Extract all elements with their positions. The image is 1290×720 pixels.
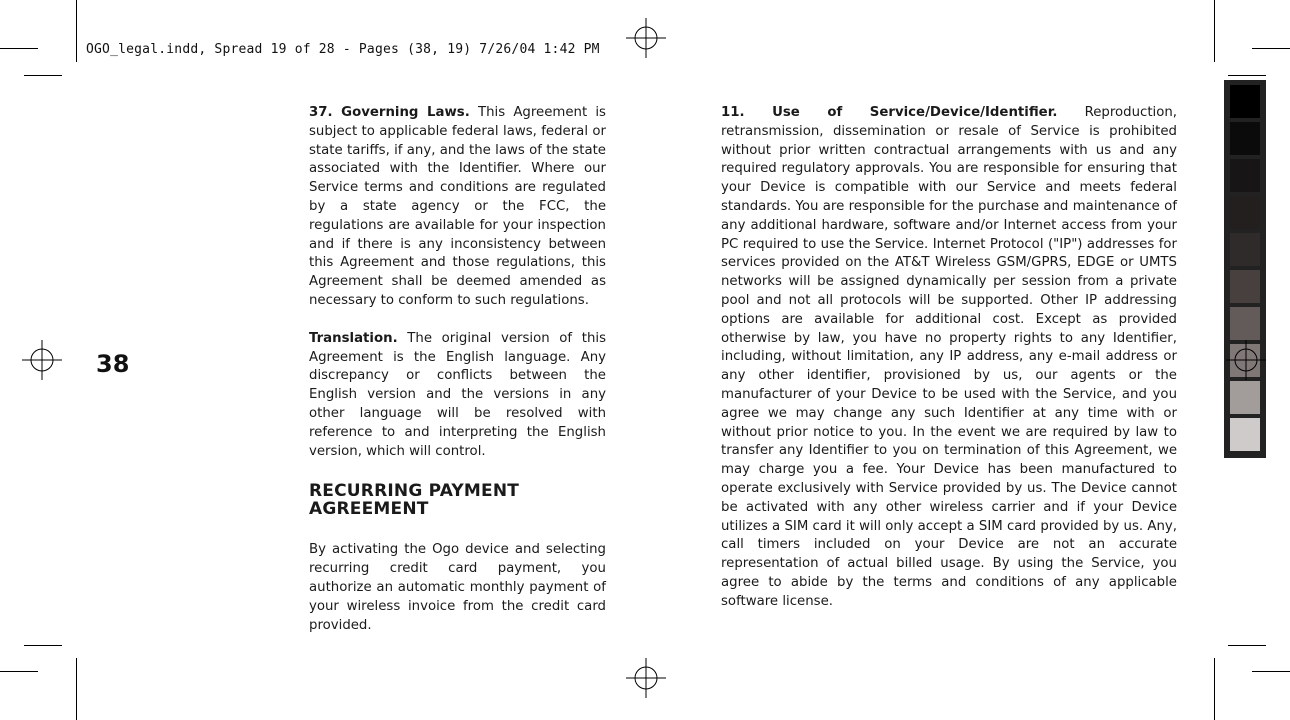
crop-mark	[0, 48, 38, 49]
translation-text: The original version of this Agreement is the English language. Any discrepancy or conflicts between the English version and the versions in any other language will be resolved with reference to and interpreting the English version, which will control.	[309, 330, 606, 459]
color-swatch-strip	[1224, 80, 1266, 458]
translation-heading: Translation.	[309, 330, 398, 346]
crop-mark	[1214, 0, 1215, 62]
section-title-line-1: RECURRING PAYMENT	[309, 481, 520, 502]
section-title	[309, 482, 606, 518]
registration-mark-left-icon	[22, 340, 62, 380]
governing-laws-paragraph	[309, 104, 606, 311]
color-swatch	[1230, 85, 1260, 118]
governing-laws-text: This Agreement is subject to applicable federal laws, federal or state tariffs, if any, and the laws of the state associated with the Identifier. Where our Service terms and conditions are regulated by a state agency or the FCC, the regulations are available for your inspection and if there is any inconsistency between this Agreement and those regulations, this Agreement shall be deemed amended as necessary to conform to such regulations.	[309, 105, 606, 308]
section-title-line-2: AGREEMENT	[309, 499, 429, 520]
crop-mark	[1252, 671, 1290, 672]
color-swatch	[1230, 418, 1260, 451]
right-column	[721, 104, 1177, 612]
crop-mark	[24, 645, 62, 646]
governing-laws-heading: 37. Governing Laws.	[309, 105, 470, 120]
registration-mark-bottom-icon	[626, 658, 666, 698]
page-number: 38	[96, 350, 130, 378]
color-swatch	[1230, 270, 1260, 303]
slug-line: OGO_legal.indd, Spread 19 of 28 - Pages (38, 19) 7/26/04 1:42 PM	[86, 42, 600, 57]
crop-mark	[1214, 658, 1215, 720]
crop-mark	[1252, 48, 1290, 49]
color-swatch	[1230, 233, 1260, 266]
use-of-service-heading: 11. Use of Service/Device/Identifier.	[721, 105, 1058, 120]
color-swatch	[1230, 122, 1260, 155]
use-of-service-paragraph	[721, 104, 1177, 612]
registration-mark-top-icon	[626, 18, 666, 58]
crop-mark	[1228, 645, 1266, 646]
crop-mark	[76, 0, 77, 62]
crop-mark	[1228, 75, 1266, 76]
left-column	[309, 104, 606, 635]
registration-mark-right-icon	[1226, 340, 1266, 380]
crop-mark	[24, 75, 62, 76]
crop-mark	[76, 658, 77, 720]
use-of-service-text: Reproduction, retransmission, dissemination or resale of Service is prohibited without prior written contractual arrangements with us and any required regulatory approvals. You are responsible for ensuring that your Device is compatible with our Service and meets federal standards. You are responsible for the purchase and maintenance of any additional hardware, software and/or Internet access from your PC required to use the Service. Internet Protocol ("IP") addresses for services provided on the AT&T Wireless GSM/GPRS, EDGE or UMTS networks will be assigned dynamically per session from a private pool and not all protocols will be supported. Other IP addressing options are available for additional cost. Except as provided otherwise by law, you have no property rights to any Identifier, including, without limitation, any IP address, any e-mail address or any other identifier, provisioned by us, our agents or the manufacturer of your Device to be used with the Service, and you agree we may change any such Identifier at any time with or without prior notice to you. In the event we are required by law to transfer any Identifier to you on termination of this Agreement, we may charge you a fee. Your Device has been manufactured to operate exclusively with Service provided by us. The Device cannot be activated with any other wireless carrier and if your Device utilizes a SIM card it will only accept a SIM card provided by us. Any, call timers included on your Device are not an accurate representation of actual billed usage. By using the Service, you agree to abide by the terms and conditions of any applicable software license.	[721, 105, 1178, 609]
color-swatch	[1230, 307, 1260, 340]
color-swatch	[1230, 381, 1260, 414]
color-swatch	[1230, 196, 1260, 229]
translation-paragraph	[309, 330, 606, 462]
recurring-payment-paragraph: By activating the Ogo device and selecting recurring credit card payment, you authorize an automatic monthly payment of your wireless invoice from the credit card provided.	[309, 542, 606, 633]
color-swatch	[1230, 159, 1260, 192]
crop-mark	[0, 671, 38, 672]
